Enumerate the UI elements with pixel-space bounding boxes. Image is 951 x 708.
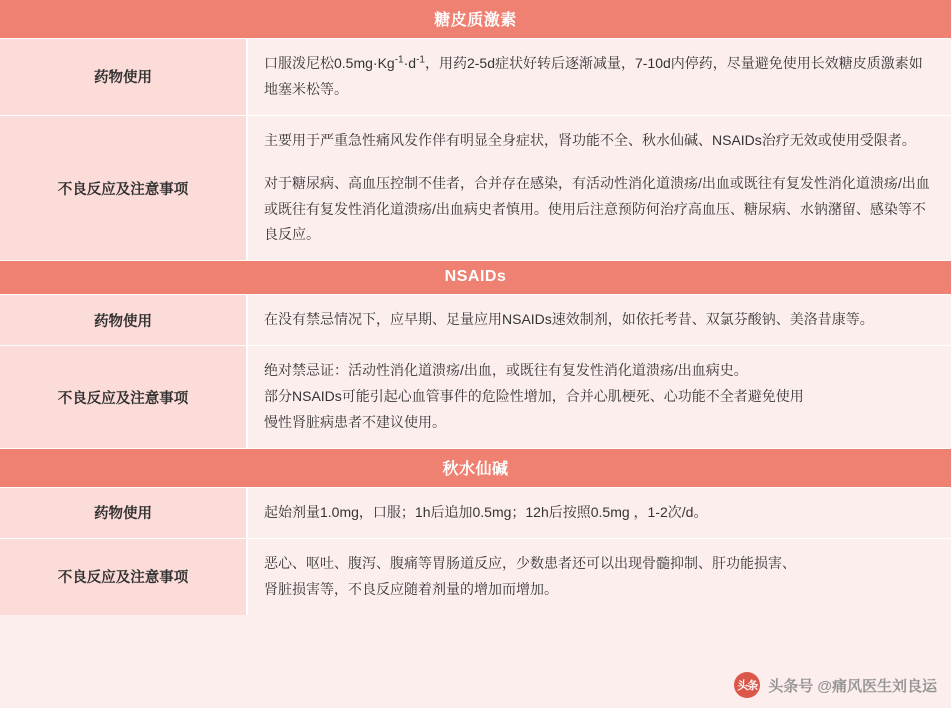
row-content-drug-use xyxy=(248,295,951,345)
row-label-drug-use: 药物使用 xyxy=(0,488,248,538)
paragraph: 主要用于严重急性痛风发作伴有明显全身症状，肾功能不全、秋水仙碱、NSAIDs治疗无效或使用受限者。 xyxy=(264,131,916,148)
superscript: -1 xyxy=(416,54,425,66)
table-row xyxy=(0,488,951,539)
section-header-colchicine: 秋水仙碱 xyxy=(0,449,951,488)
row-content-drug-use xyxy=(248,39,951,115)
section-header-nsaids: NSAIDs xyxy=(0,261,951,295)
paragraph: 绝对禁忌证：活动性消化道溃疡/出血，或既往有复发性消化道溃疡/出血病史。 xyxy=(264,362,748,379)
paragraph: 恶心、呕吐、腹泻、腹痛等胃肠道反应，少数患者还可以出现骨髓抑制、肝功能损害、 xyxy=(264,554,796,571)
toutiao-logo-icon: 头条 xyxy=(734,672,760,698)
row-label-adverse-effects: 不良反应及注意事项 xyxy=(0,539,248,615)
row-content-adverse-effects xyxy=(248,539,951,615)
row-label-drug-use: 药物使用 xyxy=(0,295,248,345)
table-row xyxy=(0,346,951,449)
row-content-adverse-effects xyxy=(248,346,951,448)
watermark xyxy=(734,672,937,698)
table-row xyxy=(0,295,951,346)
paragraph: 对于糖尿病、高血压控制不佳者，合并存在感染，有活动性消化道溃疡/出血或既往有复发性消化道溃疡/出血或既往有复发性消化道溃疡/出血病史者慎用。使用后注意预防何治疗高血压、糖尿病、水钠潴留、感染等不良反应。 xyxy=(264,174,930,243)
paragraph: 部分NSAIDs可能引起心血管事件的危险性增加，合并心肌梗死、心功能不全者避免使用 xyxy=(264,388,804,405)
paragraph: 在没有禁忌情况下，应早期、足量应用NSAIDs速效制剂，如依托考昔、双氯芬酸钠、美洛昔康等。 xyxy=(264,311,874,328)
watermark-text: 头条号 @痛风医生刘良运 xyxy=(768,677,937,695)
row-label-adverse-effects: 不良反应及注意事项 xyxy=(0,346,248,448)
table-row xyxy=(0,116,951,262)
row-content-drug-use xyxy=(248,488,951,538)
table-row xyxy=(0,539,951,615)
superscript: -1 xyxy=(394,54,404,66)
row-label-adverse-effects: 不良反应及注意事项 xyxy=(0,116,248,261)
section-header-glucocorticoid: 糖皮质激素 xyxy=(0,0,951,39)
paragraph: 肾脏损害等，不良反应随着剂量的增加而增加。 xyxy=(264,580,558,597)
table-row xyxy=(0,39,951,116)
row-content-adverse-effects xyxy=(248,116,951,261)
row-label-drug-use: 药物使用 xyxy=(0,39,248,115)
paragraph: 慢性肾脏病患者不建议使用。 xyxy=(264,414,446,431)
paragraph: 起始剂量1.0mg，口服；1h后追加0.5mg；12h后按照0.5mg ，1-2次/d。 xyxy=(264,503,708,520)
paragraph: 口服泼尼松$0.5mg\cdot Kg^{-1}\cdot d^{-1}$，用药2-5d症状好转后逐渐减量，7-10d内停药，尽量避免使用长效糖皮质激素如地塞米松等。 xyxy=(264,54,923,97)
